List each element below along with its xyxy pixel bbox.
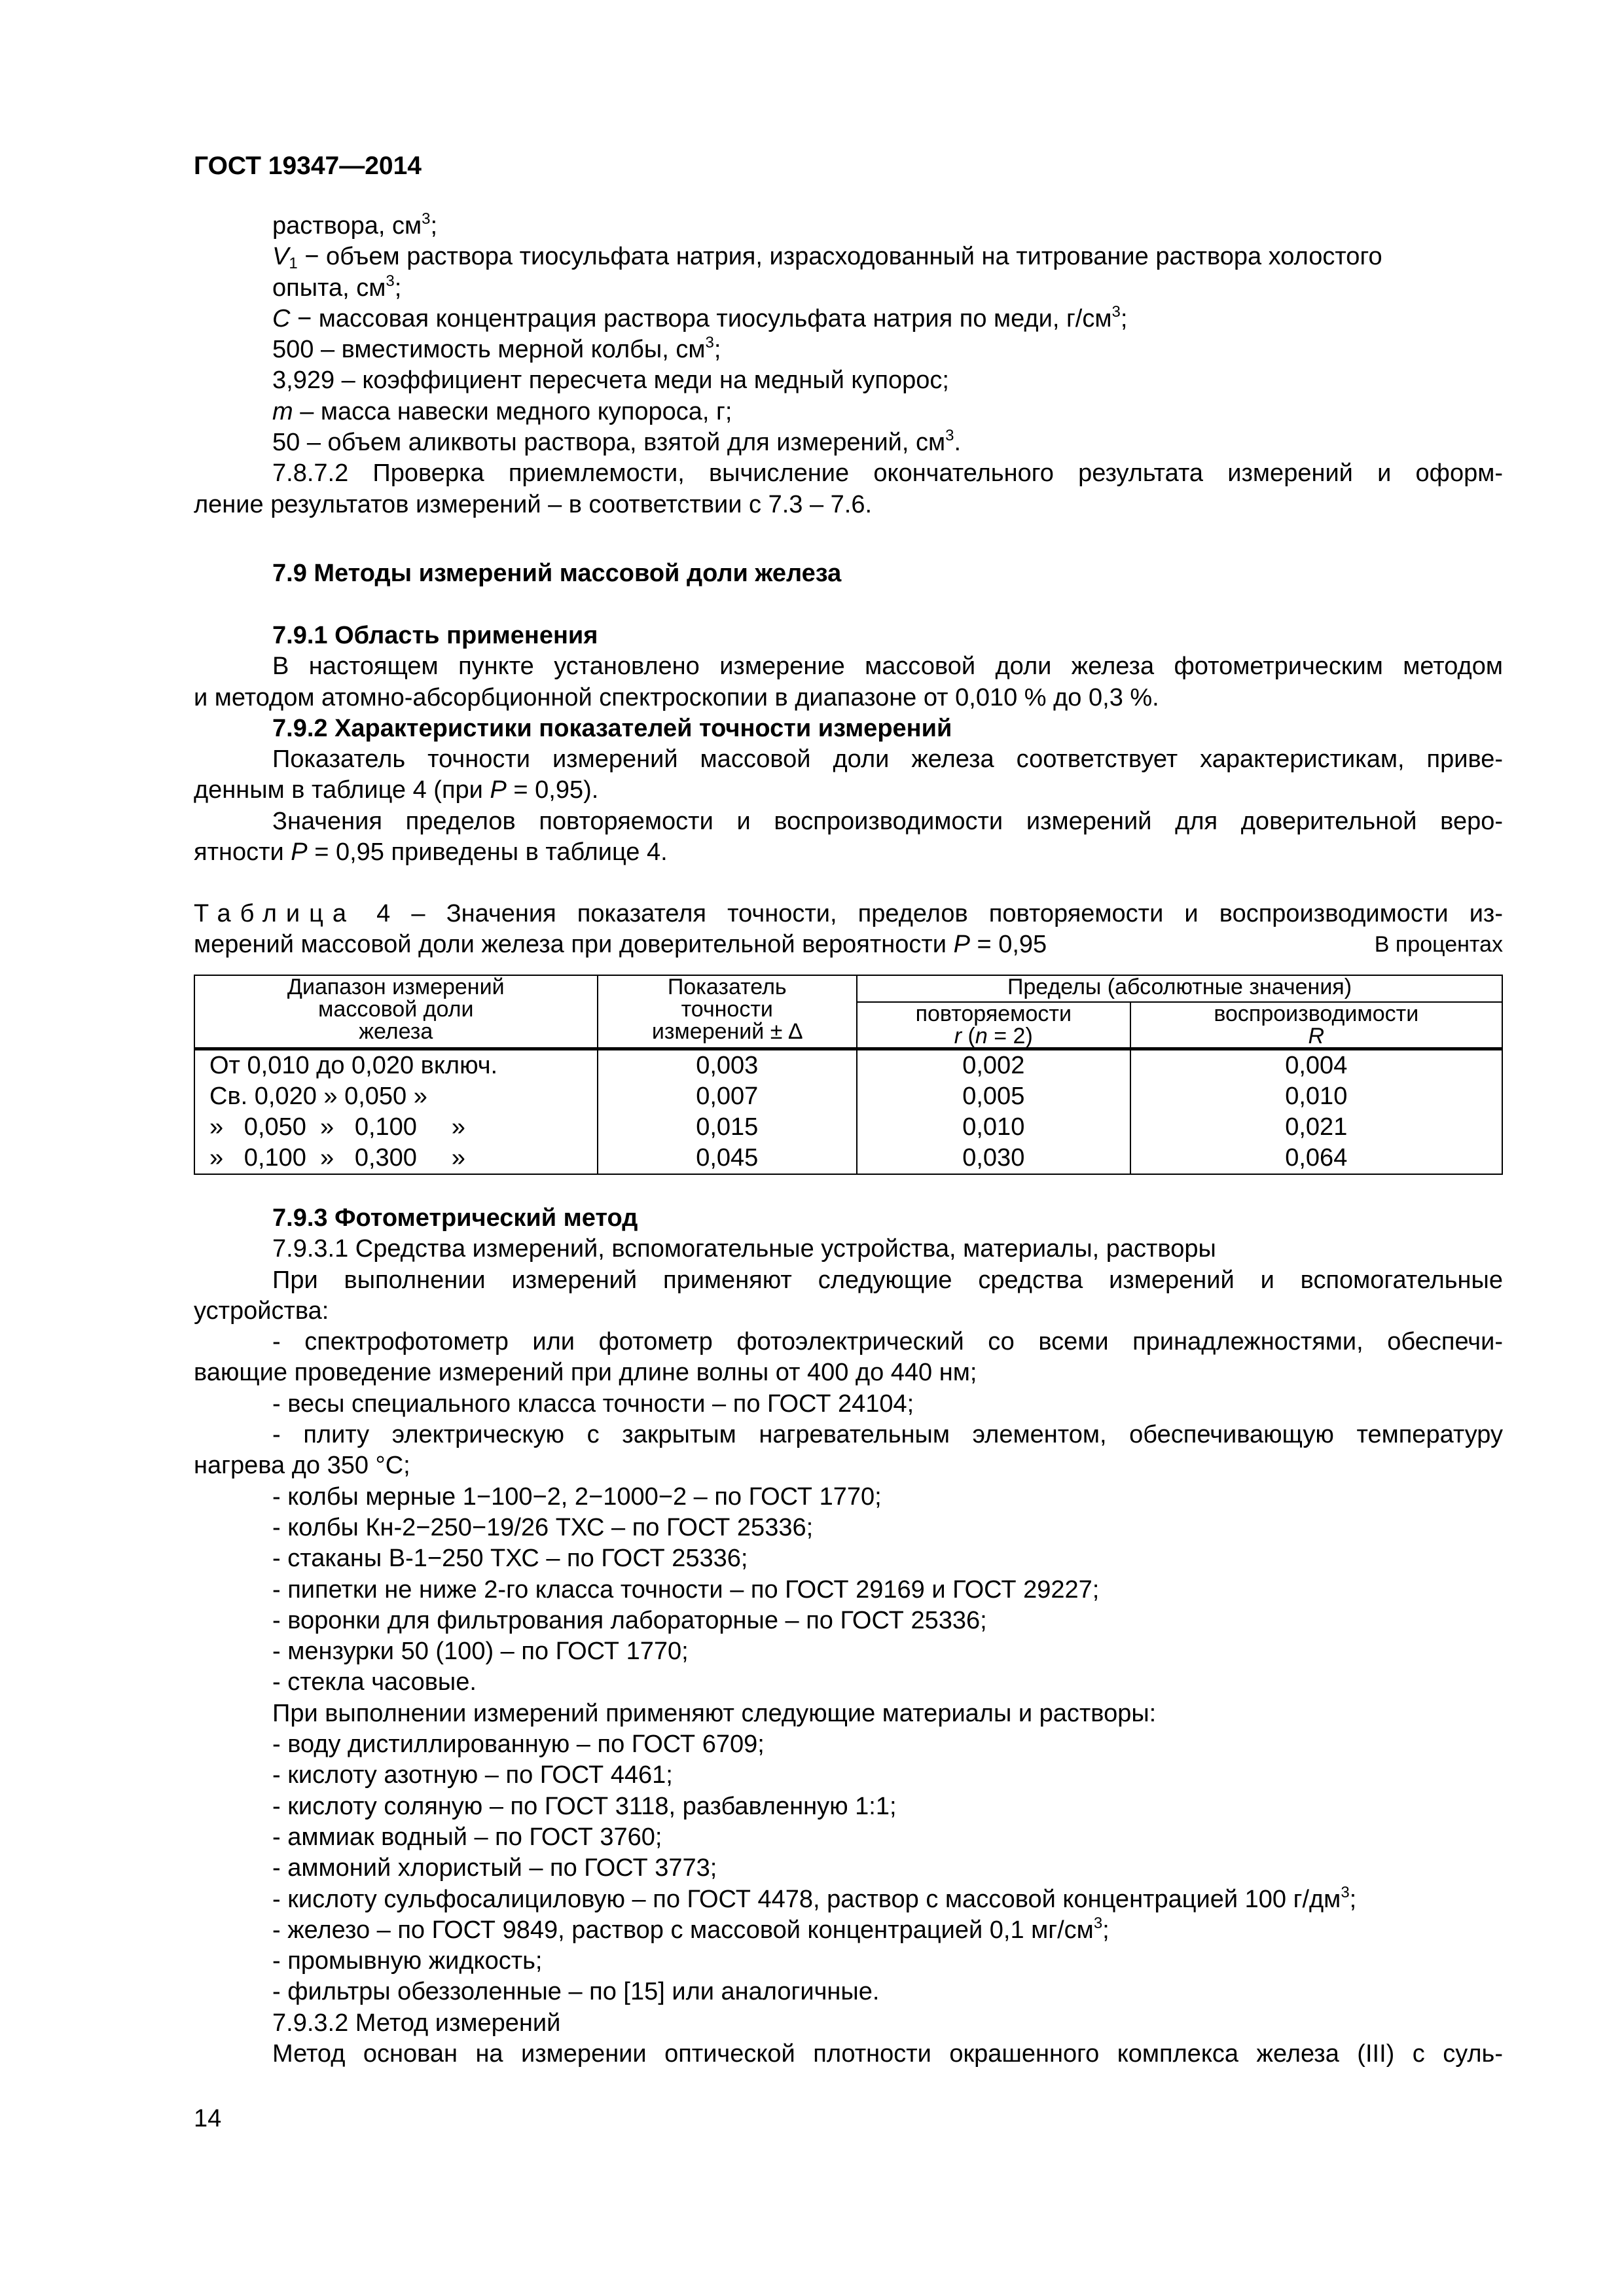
section-7-9-3	[194, 1203, 1503, 2070]
list-item: - пипетки не ниже 2-го класса точности – по ГОСТ 29169 и ГОСТ 29227;	[272, 1575, 1100, 1604]
section-heading-7-9-3: 7.9.3 Фотометрический метод	[272, 1204, 638, 1232]
paragraph-791: В настоящем пункте установлено измерение массовой доли железа фотометрическим методом	[272, 653, 1503, 681]
table-caption-line: Таблица 4 – Значения показателя точности, пределов повторяемости и воспроизводимости из-	[194, 900, 1503, 927]
paragraph-materials: При выполнении измерений применяют следующие материалы и растворы:	[272, 1699, 1157, 1727]
table-row: Св. 0,020 » 0,050 » 0,007 0,005 0,010	[194, 1081, 1502, 1112]
paragraph-7872-cont: ление результатов измерений – в соответствии с 7.3 – 7.6.	[194, 490, 873, 518]
table-row: » 0,050 » 0,100 » 0,015 0,010 0,021	[194, 1112, 1502, 1143]
definition-line: 50 – объем аликвоты раствора, взятой для измерений, $см^3$.	[272, 427, 962, 457]
list-item: - кислоту азотную – по ГОСТ 4461;	[272, 1761, 673, 1789]
list-item: - колбы мерные 1−100−2, 2−1000−2 – по ГОСТ 1770;	[272, 1482, 882, 1511]
list-item: - воду дистиллированную – по ГОСТ 6709;	[272, 1731, 765, 1759]
list-item-cont: нагрева до 350 °С;	[194, 1452, 410, 1480]
list-item: - весы специального класса точности – по ГОСТ 24104;	[272, 1390, 914, 1418]
column-header-reproducibility: воспроизводимости R	[1130, 1002, 1502, 1049]
column-header-limits: Пределы (абсолютные значения)	[857, 975, 1502, 1002]
paragraph-7872: 7.8.7.2 Проверка приемлемости, вычисление окончательного результата измерений и оформ-	[272, 459, 1503, 488]
table-row: От 0,010 до 0,020 включ. 0,003 0,002 0,004	[194, 1049, 1502, 1082]
definition-line: раствора, $см^3$;	[272, 210, 437, 240]
list-item: - аммоний хлористый – по ГОСТ 3773;	[272, 1854, 717, 1882]
list-item: - железо – по ГОСТ 9849, раствор с массовой концентрацией 0,1 $мг/см^3$;	[272, 1914, 1110, 1944]
list-item: - стекла часовые.	[272, 1668, 477, 1696]
paragraph-792-1: Показатель точности измерений массовой доли железа соответствует характеристикам, приве-	[272, 745, 1503, 774]
list-item: - фильтры обеззоленные – по [15] или аналогичные.	[272, 1978, 880, 2006]
document-header: ГОСТ 19347—2014	[194, 152, 422, 180]
definition-line: m – масса навески медного купороса, г;	[272, 397, 732, 425]
list-item: - плиту электрическую с закрытым нагревательным элементом, обеспечивающую температуру	[272, 1421, 1503, 1449]
paragraph-791-cont: и методом атомно-абсорбционной спектроскопии в диапазоне от 0,010 % до 0,3 %.	[194, 683, 1159, 711]
definition-line: $V_1$ − объем раствора тиосульфата натрия, израсходованный на титрование раствора холостого	[272, 243, 1382, 273]
page-number: 14	[194, 2105, 222, 2132]
table-caption-line: мерений массовой доли железа при доверительной вероятности Р = 0,95 В процентах	[194, 929, 1503, 960]
column-header-range: Диапазон измерений массовой доли железа	[194, 975, 598, 1049]
column-header-accuracy: Показатель точности измерений ± ∆	[598, 975, 857, 1049]
list-item: - стаканы В-1−250 ТХС – по ГОСТ 25336;	[272, 1545, 748, 1573]
variable-definitions	[194, 211, 1503, 520]
table-4	[194, 975, 1503, 1175]
table-row: » 0,100 » 0,300 » 0,045 0,030 0,064	[194, 1143, 1502, 1174]
list-item: - промывную жидкость;	[272, 1947, 543, 1975]
definition-line: 3,929 – коэффициент пересчета меди на медный купорос;	[272, 367, 949, 395]
list-item: - кислоту сульфосалициловую – по ГОСТ 4478, раствор с массовой концентрацией 100 $г/дм^3$;	[272, 1883, 1357, 1913]
section-heading-7-9-1: 7.9.1 Область применения	[272, 622, 598, 649]
paragraph-devices-cont: устройства:	[194, 1297, 329, 1325]
list-item-cont: вающие проведение измерений при длине волны от 400 до 440 нм;	[194, 1359, 977, 1387]
definition-line: 500 – вместимость мерной колбы, $см^3$;	[272, 334, 721, 364]
section-heading-7-9: 7.9 Методы измерений массовой доли железа	[272, 560, 842, 587]
paragraph-792-2-cont: ятности Р = 0,95 приведены в таблице 4.	[194, 838, 668, 867]
column-header-repeatability: повторяемости r (n = 2)	[857, 1002, 1130, 1049]
section-7-9-1-2	[194, 620, 1503, 868]
list-item: - колбы Кн-2−250−19/26 ТХС – по ГОСТ 25336;	[272, 1513, 814, 1541]
section-heading-7-9-2: 7.9.2 Характеристики показателей точности измерений	[272, 714, 952, 742]
list-item: - воронки для фильтрования лабораторные – по ГОСТ 25336;	[272, 1606, 987, 1634]
list-item: - спектрофотометр или фотометр фотоэлектрический со всеми принадлежностями, обеспечи-	[272, 1328, 1503, 1356]
definition-line: С − массовая концентрация раствора тиосульфата натрия по меди, $г/см^3$;	[272, 302, 1128, 332]
paragraph-7931: 7.9.3.1 Средства измерений, вспомогательные устройства, материалы, растворы	[272, 1235, 1216, 1263]
paragraph-method: Метод основан на измерении оптической плотности окрашенного комплекса железа (III) с суль-	[272, 2040, 1503, 2068]
list-item: - мензурки 50 (100) – по ГОСТ 1770;	[272, 1638, 689, 1666]
table-units: В процентах	[1374, 932, 1503, 958]
paragraph-792-2: Значения пределов повторяемости и воспроизводимости измерений для доверительной веро-	[272, 807, 1503, 835]
paragraph-devices: При выполнении измерений применяют следующие средства измерений и вспомогательные	[272, 1266, 1503, 1294]
definition-line: опыта, $см^3$;	[272, 272, 402, 302]
section-7-9	[194, 558, 1503, 589]
list-item: - аммиак водный – по ГОСТ 3760;	[272, 1823, 662, 1851]
table-4-caption	[194, 899, 1503, 961]
list-item: - кислоту соляную – по ГОСТ 3118, разбавленную 1:1;	[272, 1792, 897, 1820]
paragraph-792-1-cont: денным в таблице 4 (при Р = 0,95).	[194, 776, 599, 804]
paragraph-7932: 7.9.3.2 Метод измерений	[272, 2009, 561, 2037]
